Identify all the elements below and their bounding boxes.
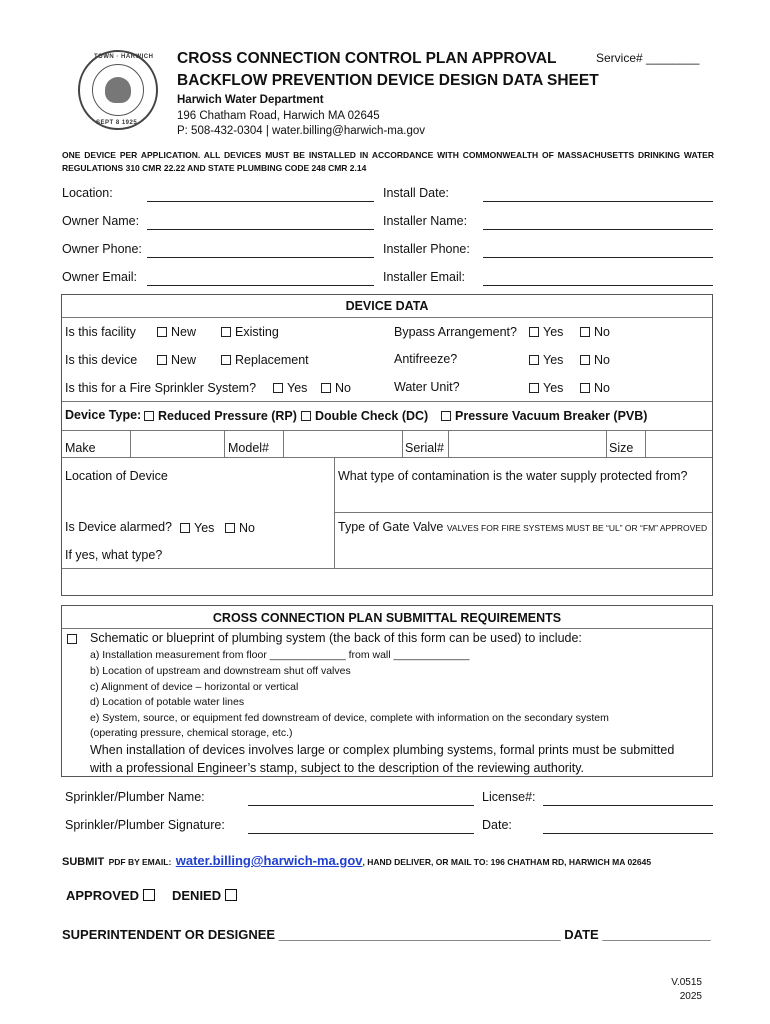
divider	[334, 458, 335, 568]
superintendent-signature-line[interactable]: SUPERINTENDENT OR DESIGNEE _______________________________________ DATE _______________	[62, 927, 711, 942]
model-label: Model#	[228, 441, 269, 455]
device-question: Is this device	[65, 353, 138, 367]
divider[interactable]	[130, 431, 131, 457]
divider	[645, 431, 646, 457]
owner-email-field[interactable]	[147, 285, 374, 286]
checkbox-icon[interactable]	[67, 634, 77, 644]
alarmed-no-option[interactable]	[225, 521, 255, 535]
divider	[62, 317, 712, 318]
option-label: Reduced Pressure (RP)	[158, 409, 297, 423]
org-contact: P: 508-432-0304 | water.billing@harwich-ma.gov	[177, 125, 425, 137]
fire-yes-option[interactable]	[273, 381, 307, 395]
divider	[224, 431, 225, 457]
option-label: Replacement	[235, 353, 309, 367]
plumber-name-label: Sprinkler/Plumber Name:	[65, 790, 205, 804]
device-data-heading: DEVICE DATA	[345, 299, 429, 313]
regulation-notice: ONE DEVICE PER APPLICATION. ALL DEVICES MUST BE INSTALLED IN ACCORDANCE WITH COMMONWEALTH OF MASSACHUSETTS DRINKING WATER REGULATIONS 310 CMR 22.22 AND STATE PLUMBING CODE 248 CMR 2.14	[62, 150, 714, 173]
installer-name-field[interactable]	[483, 229, 713, 230]
option-label: New	[171, 353, 197, 367]
alarm-type-question: If yes, what type?	[65, 548, 163, 562]
location-of-device-label: Location of Device	[65, 469, 168, 483]
divider	[606, 431, 607, 457]
checkbox-icon[interactable]	[157, 355, 167, 365]
installer-phone-label: Installer Phone:	[383, 242, 470, 256]
antifreeze-no-option[interactable]	[580, 353, 610, 367]
checkbox-icon[interactable]	[441, 411, 451, 421]
complex-systems-note-cont: with a professional Engineer’s stamp, subject to the description of the reviewing authority.	[90, 761, 585, 775]
form-title-line1: CROSS CONNECTION CONTROL PLAN APPROVAL	[177, 50, 557, 67]
size-label: Size	[609, 441, 634, 455]
install-date-field[interactable]	[483, 201, 713, 202]
org-name: Harwich Water Department	[177, 94, 324, 106]
water-unit-no-option[interactable]	[580, 381, 610, 395]
option-label: No	[594, 325, 610, 339]
divider	[62, 457, 712, 458]
plumber-date-label: Date:	[482, 818, 512, 832]
option-label: No	[594, 381, 610, 395]
divider	[402, 431, 403, 457]
version-year: 2025	[679, 991, 702, 1002]
checkbox-icon[interactable]	[143, 889, 155, 901]
checkbox-icon[interactable]	[301, 411, 311, 421]
facility-question: Is this facility	[65, 325, 136, 339]
contamination-question: What type of contamination is the water supply protected from?	[338, 469, 688, 483]
installer-email-field[interactable]	[483, 285, 713, 286]
requirement-e: e) System, source, or equipment fed downstream of device, complete with information on the secondary system	[90, 712, 609, 724]
checkbox-icon[interactable]	[157, 327, 167, 337]
checkbox-icon[interactable]	[180, 523, 190, 533]
alarmed-yes-option[interactable]	[180, 521, 214, 535]
install-date-label: Install Date:	[383, 186, 450, 200]
device-replacement-option[interactable]	[221, 353, 309, 367]
denied-option[interactable]	[172, 888, 237, 903]
divider	[62, 568, 712, 569]
option-label: Yes	[543, 325, 564, 339]
approved-label: APPROVED	[66, 888, 139, 903]
seal-ring-text-top: TOWN · HARWICH	[94, 54, 154, 60]
bypass-question: Bypass Arrangement?	[394, 325, 517, 339]
approved-option[interactable]	[66, 888, 155, 903]
type-pvb-option[interactable]	[441, 409, 647, 423]
antifreeze-question: Antifreeze?	[394, 352, 458, 366]
option-label: Yes	[543, 381, 564, 395]
seal-ring-text-bottom: SEPT 8 1925	[96, 120, 138, 126]
option-label: No	[335, 381, 351, 395]
checkbox-icon[interactable]	[529, 383, 539, 393]
schematic-text: Schematic or blueprint of plumbing system (the back of this form can be used) to include:	[90, 631, 582, 645]
installer-phone-field[interactable]	[483, 257, 713, 258]
fire-no-option[interactable]	[321, 381, 351, 395]
option-label: Yes	[287, 381, 308, 395]
submit-pdf-label: PDF BY EMAIL:	[108, 857, 172, 867]
option-label: New	[171, 325, 197, 339]
submit-instructions	[62, 852, 651, 870]
option-label: Yes	[543, 353, 564, 367]
checkbox-icon[interactable]	[225, 523, 235, 533]
requirement-c: c) Alignment of device – horizontal or vertical	[90, 681, 299, 693]
plumber-signature-field[interactable]	[248, 833, 474, 834]
divider	[62, 401, 712, 402]
checkbox-icon[interactable]	[580, 383, 590, 393]
checkbox-icon[interactable]	[273, 383, 283, 393]
make-label: Make	[65, 441, 96, 455]
plumber-date-field[interactable]	[543, 833, 713, 834]
checkbox-icon[interactable]	[580, 355, 590, 365]
option-label: Yes	[194, 521, 215, 535]
divider	[283, 431, 284, 457]
owner-phone-field[interactable]	[147, 257, 374, 258]
bypass-no-option[interactable]	[580, 325, 610, 339]
option-label: Pressure Vacuum Breaker (PVB)	[455, 409, 648, 423]
seal-center	[92, 64, 144, 116]
submit-label: SUBMIT	[62, 856, 105, 868]
option-label: No	[594, 353, 610, 367]
checkbox-icon[interactable]	[225, 889, 237, 901]
bypass-yes-option[interactable]	[529, 325, 563, 339]
divider	[62, 628, 712, 629]
requirement-b: b) Location of upstream and downstream shut off valves	[90, 665, 351, 677]
serial-label: Serial#	[405, 441, 444, 455]
checkbox-icon[interactable]	[580, 327, 590, 337]
submit-address: , HAND DELIVER, OR MAIL TO: 196 CHATHAM RD, HARWICH MA 02645	[362, 857, 652, 867]
service-number-field[interactable]: Service# ________	[596, 51, 700, 65]
gate-valve-label	[338, 520, 707, 534]
installer-email-label: Installer Email:	[383, 270, 465, 284]
owner-phone-label: Owner Phone:	[62, 242, 142, 256]
divider	[335, 512, 712, 513]
divider	[62, 430, 712, 431]
type-rp-option[interactable]	[144, 409, 297, 423]
type-dc-option[interactable]	[301, 409, 428, 423]
plumber-signature-label: Sprinkler/Plumber Signature:	[65, 818, 225, 832]
town-seal-logo	[78, 50, 158, 130]
checkbox-icon[interactable]	[321, 383, 331, 393]
divider	[448, 431, 449, 457]
checkbox-icon[interactable]	[221, 355, 231, 365]
facility-existing-option[interactable]	[221, 325, 279, 339]
complex-systems-note: When installation of devices involves large or complex plumbing systems, formal prints must be submitted	[90, 743, 675, 757]
option-label: Existing	[235, 325, 279, 339]
requirement-a: a) Installation measurement from floor _____________ from wall _____________	[90, 649, 470, 661]
requirement-e-cont: (operating pressure, chemical storage, etc.)	[90, 727, 293, 739]
seal-emblem-icon	[105, 77, 131, 103]
water-unit-yes-option[interactable]	[529, 381, 563, 395]
requirement-d: d) Location of potable water lines	[90, 696, 245, 708]
plumber-name-field[interactable]	[248, 805, 474, 806]
license-field[interactable]	[543, 805, 713, 806]
installer-name-label: Installer Name:	[383, 214, 468, 228]
checkbox-icon[interactable]	[221, 327, 231, 337]
version-label: V.0515	[671, 977, 702, 988]
fire-sprinkler-question: Is this for a Fire Sprinkler System?	[65, 381, 257, 395]
gate-valve-text: Type of Gate Valve	[338, 520, 444, 534]
submit-email-link[interactable]: water.billing@harwich-ma.gov	[175, 853, 363, 868]
org-address: 196 Chatham Road, Harwich MA 02645	[177, 110, 380, 122]
device-type-label: Device Type:	[65, 408, 142, 422]
owner-name-field[interactable]	[147, 229, 374, 230]
license-label: License#:	[482, 790, 536, 804]
device-new-option[interactable]	[157, 353, 196, 367]
location-field[interactable]	[147, 201, 374, 202]
denied-label: DENIED	[172, 888, 222, 903]
owner-email-label: Owner Email:	[62, 270, 138, 284]
alarmed-question: Is Device alarmed?	[65, 520, 172, 534]
form-title-line2: BACKFLOW PREVENTION DEVICE DESIGN DATA SHEET	[177, 72, 599, 89]
owner-name-label: Owner Name:	[62, 214, 140, 228]
antifreeze-yes-option[interactable]	[529, 353, 563, 367]
water-unit-question: Water Unit?	[394, 380, 460, 394]
option-label: No	[239, 521, 255, 535]
location-label: Location:	[62, 186, 113, 200]
checkbox-icon[interactable]	[529, 327, 539, 337]
option-label: Double Check (DC)	[315, 409, 429, 423]
submittal-heading: CROSS CONNECTION PLAN SUBMITTAL REQUIREMENTS	[212, 611, 562, 625]
schematic-option[interactable]	[67, 632, 81, 646]
checkbox-icon[interactable]	[529, 355, 539, 365]
gate-valve-note: VALVES FOR FIRE SYSTEMS MUST BE “UL” OR “FM” APPROVED	[446, 523, 708, 533]
facility-new-option[interactable]	[157, 325, 196, 339]
checkbox-icon[interactable]	[144, 411, 154, 421]
